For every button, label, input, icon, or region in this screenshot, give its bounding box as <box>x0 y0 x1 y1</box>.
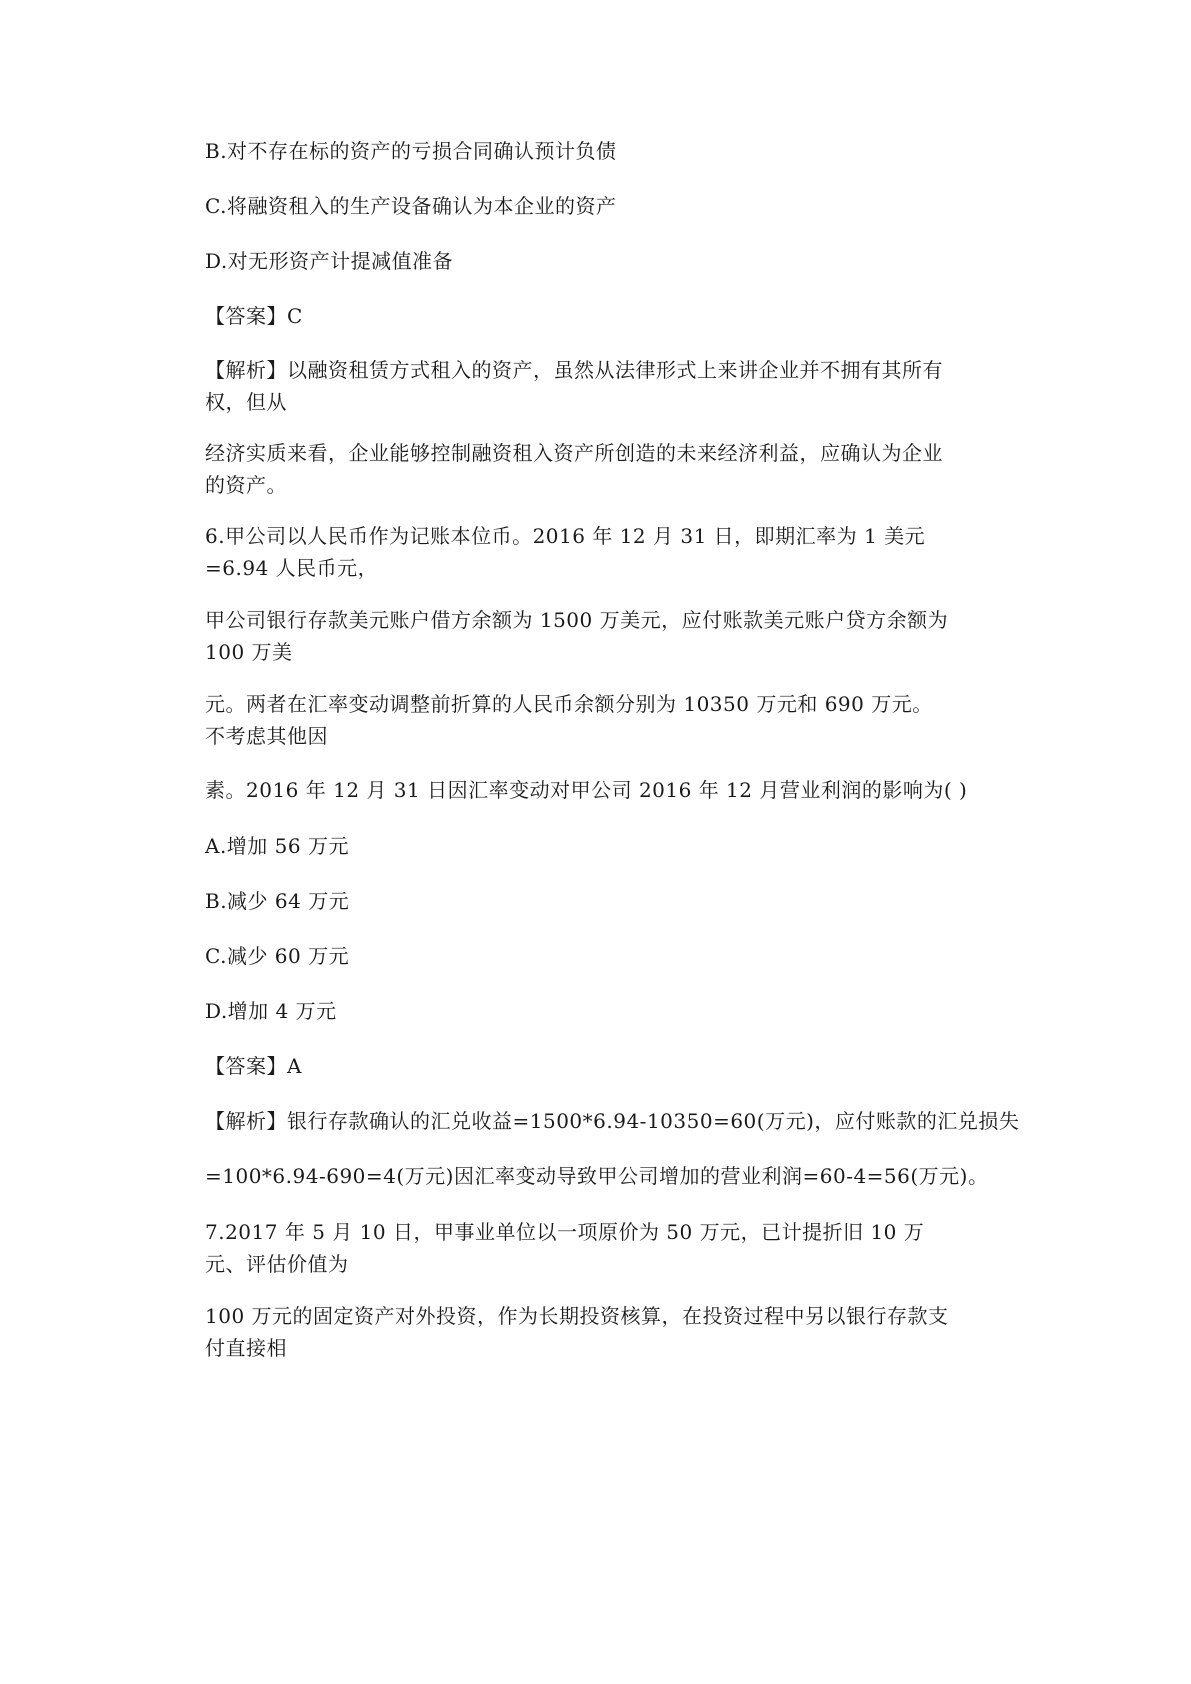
q5-option-c: C.将融资租入的生产设备确认为本企业的资产 <box>205 194 617 218</box>
q6-stem-part-2: 甲公司银行存款美元账户借方余额为 1500 万美元，应付账款美元账户贷方余额为 100 万美 <box>205 608 949 664</box>
q7-stem-part-2: 100 万元的固定资产对外投资，作为长期投资核算，在投资过程中另以银行存款支付直接相 <box>205 1304 949 1360</box>
q7-stem-part-1: 7.2017 年 5 月 10 日，甲事业单位以一项原价为 50 万元，已计提折旧 10 万元、评估价值为 <box>205 1220 925 1276</box>
q6-stem-part-3: 元。两者在汇率变动调整前折算的人民币余额分别为 10350 万元和 690 万元。不考虑其他因 <box>205 692 933 748</box>
q5-analysis-part-2: 经济实质来看，企业能够控制融资租入资产所创造的未来经济利益，应确认为企业的资产。 <box>205 441 943 497</box>
q6-answer: 【答案】A <box>205 1054 302 1078</box>
q6-stem-part-4: 素。2016 年 12 月 31 日因汇率变动对甲公司 2016 年 12 月营业利润的影响为( ) <box>205 778 968 802</box>
q6-option-d: D.增加 4 万元 <box>205 999 337 1023</box>
q5-option-d: D.对无形资产计提减值准备 <box>205 249 454 273</box>
q6-option-b: B.减少 64 万元 <box>205 889 350 913</box>
q6-option-a: A.增加 56 万元 <box>205 834 349 858</box>
q5-answer: 【答案】C <box>205 304 303 328</box>
q5-analysis-part-1: 【解析】以融资租赁方式租入的资产，虽然从法律形式上来讲企业并不拥有其所有权，但从 <box>205 358 943 414</box>
q6-analysis-part-2: =100*6.94-690=4(万元)因汇率变动导致甲公司增加的营业利润=60-4=56(万元)。 <box>205 1164 989 1188</box>
q6-option-c: C.减少 60 万元 <box>205 944 350 968</box>
q6-analysis-part-1: 【解析】银行存款确认的汇兑收益=1500*6.94-10350=60(万元)，应付账款的汇兑损失 <box>205 1109 1020 1133</box>
q5-option-b: B.对不存在标的资产的亏损合同确认预计负债 <box>205 139 617 163</box>
q6-stem-part-1: 6.甲公司以人民币作为记账本位币。2016 年 12 月 31 日，即期汇率为 1 美元=6.94 人民币元， <box>205 524 926 580</box>
